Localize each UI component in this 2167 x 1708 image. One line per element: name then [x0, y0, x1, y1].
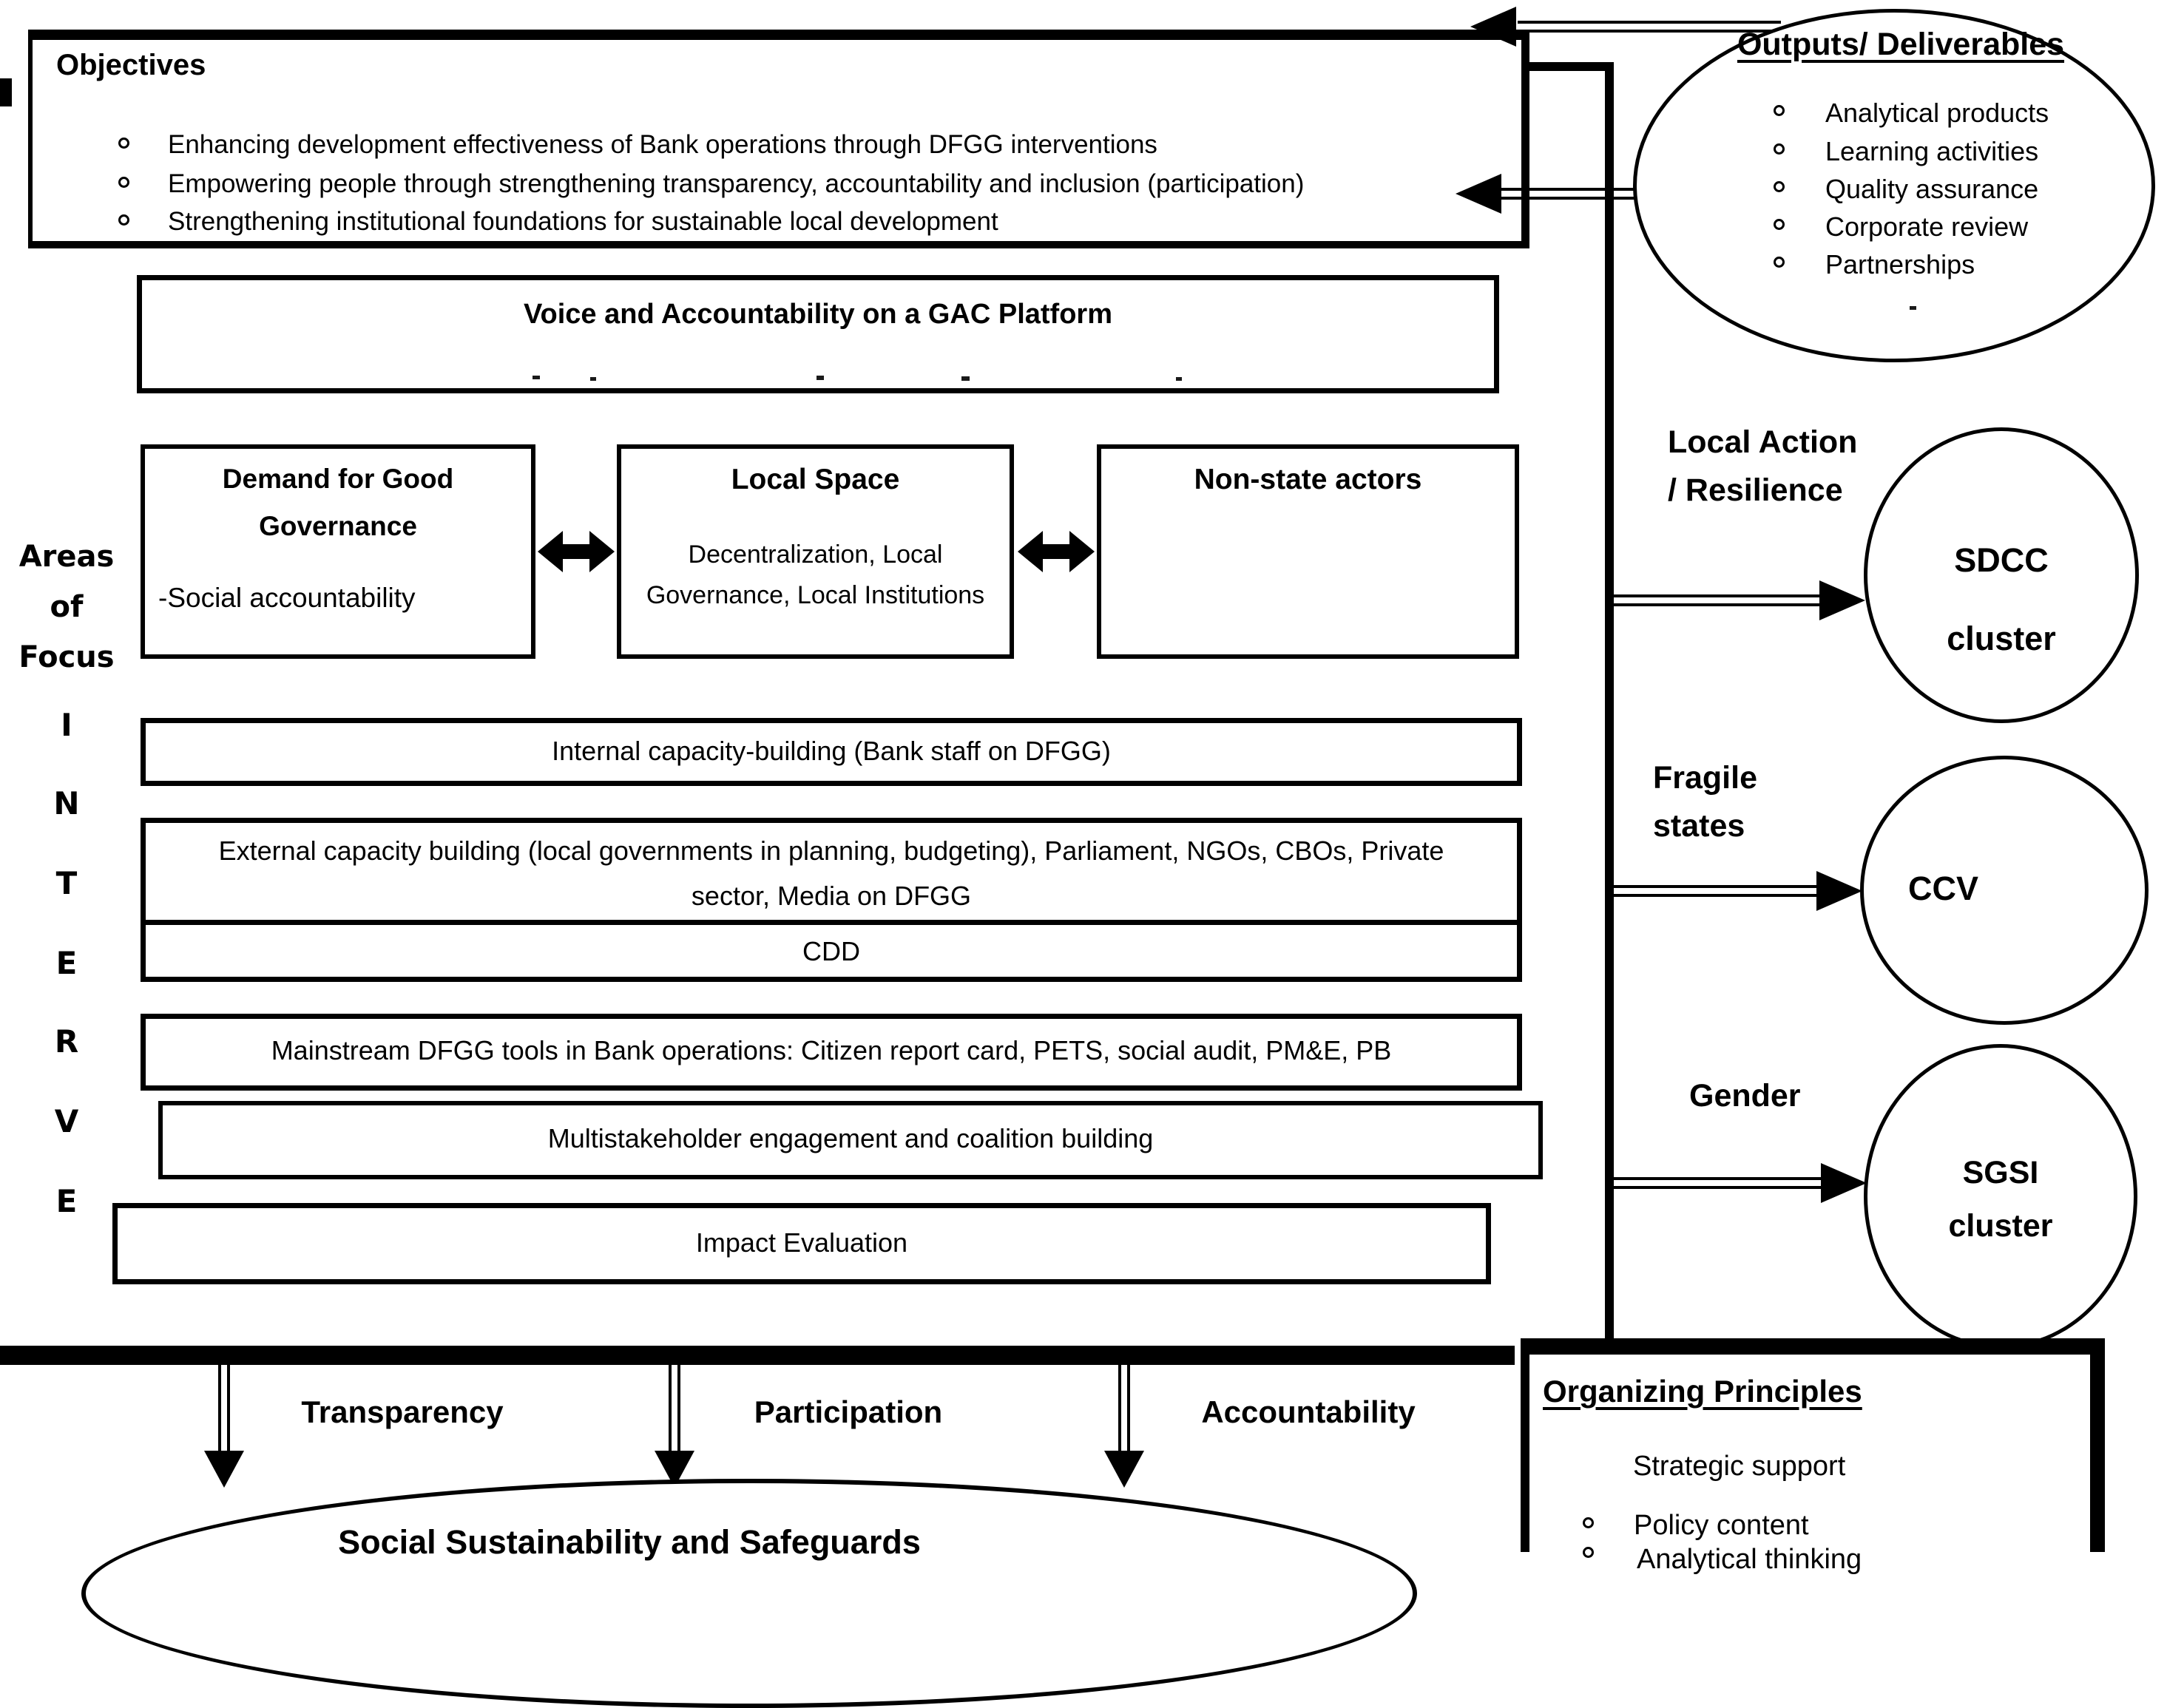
- bullet-circle-icon: [1774, 219, 1785, 230]
- arrow-shaft-sdcc: [1614, 594, 1821, 606]
- cdd-text: CDD: [802, 936, 860, 966]
- clipped-text-remnant: [961, 376, 970, 381]
- arrow-shaft-into-objectives: [1501, 188, 1636, 200]
- objective-item: Empowering people through strengthening transparency, accountability and inclusion (participation): [118, 169, 1304, 199]
- organizing-item: Policy content: [1583, 1510, 1809, 1542]
- arrow-right-icon: [1816, 871, 1862, 911]
- bottom-divider-bar: [0, 1346, 1515, 1365]
- vertical-word-letter: I: [61, 707, 72, 743]
- demand-body: -Social accountability: [158, 583, 416, 613]
- external-capacity-text: External capacity building (local governments in planning, budgeting), Parliament, NGOs, CBOs, Private sector, Media on DFGG: [218, 836, 1444, 911]
- clipped-text-remnant: [590, 377, 596, 381]
- bullet-circle-icon: [1583, 1517, 1594, 1528]
- edge-line-stub: [0, 78, 12, 106]
- internal-capacity-text: Internal capacity-building (Bank staff on DFGG): [552, 736, 1111, 766]
- gender-label: Gender: [1689, 1078, 1801, 1114]
- participation-label: Participation: [754, 1394, 943, 1429]
- multistakeholder-text: Multistakeholder engagement and coalition building: [547, 1123, 1154, 1153]
- clipped-text-remnant: [533, 376, 540, 379]
- non-state-title: Non-state actors: [1194, 464, 1422, 495]
- sgsi-ellipse: [1864, 1044, 2137, 1349]
- organizing-principles-title: Organizing Principles: [1543, 1374, 1862, 1409]
- double-arrow-icon: [538, 531, 615, 572]
- vertical-word-letter: E: [55, 945, 78, 981]
- impact-evaluation-text: Impact Evaluation: [695, 1227, 908, 1258]
- social-sustainability-ellipse: [81, 1479, 1417, 1708]
- outputs-item: Learning activities: [1774, 136, 2038, 167]
- strategic-support-label: Strategic support: [1633, 1451, 1846, 1482]
- outputs-item: Corporate review: [1774, 211, 2028, 243]
- arrow-right-icon: [1819, 580, 1865, 620]
- ccv-label: CCV: [1908, 870, 1979, 907]
- local-space-title: Local Space: [731, 464, 900, 495]
- arrow-shaft-accountability: [1118, 1365, 1130, 1454]
- bullet-circle-icon: [118, 214, 129, 226]
- local-space-body: Decentralization, Local Governance, Local Institutions: [646, 540, 985, 609]
- bullet-circle-icon: [118, 177, 129, 188]
- sdcc-label: SDCC: [1954, 541, 2049, 579]
- arrow-shaft-sgsi: [1614, 1177, 1822, 1189]
- outputs-item: Quality assurance: [1774, 174, 2038, 205]
- sgsi-label: SGSI: [1962, 1155, 2039, 1190]
- transparency-label: Transparency: [301, 1394, 504, 1429]
- ccv-ellipse: [1860, 756, 2149, 1025]
- accountability-label: Accountability: [1201, 1394, 1416, 1429]
- objectives-title: Objectives: [56, 49, 206, 81]
- clipped-list-item: Analytical thinking: [1583, 1544, 1997, 1552]
- bullet-circle-icon: [1774, 143, 1785, 155]
- demand-title: Demand for Good Governance: [222, 464, 454, 541]
- clipped-text-remnant: [1176, 377, 1182, 381]
- connector-horizontal: [1522, 62, 1614, 71]
- vertical-word-letter: V: [54, 1103, 79, 1139]
- bullet-circle-icon: [1774, 181, 1785, 192]
- arrow-down-icon: [1104, 1451, 1144, 1488]
- bullet-circle-icon: [118, 138, 129, 149]
- outputs-title: Outputs/ Deliverables: [1737, 27, 2065, 62]
- main-vertical-divider: [1605, 62, 1614, 1343]
- bullet-circle-icon: [1774, 105, 1785, 116]
- double-arrow-icon: [1018, 531, 1095, 572]
- row-divider: [143, 920, 1519, 925]
- arrow-left-icon: [1470, 7, 1516, 47]
- vertical-word-letter: T: [55, 865, 78, 901]
- sgsi-cluster-label: cluster: [1948, 1208, 2053, 1244]
- social-sustainability-title: Social Sustainability and Safeguards: [338, 1523, 921, 1561]
- arrow-shaft-participation: [669, 1365, 680, 1454]
- local-action-label: Local Action / Resilience: [1668, 424, 1858, 508]
- sdcc-cluster-label: cluster: [1947, 620, 2056, 657]
- bullet-circle-icon: [1774, 257, 1785, 268]
- vertical-word-letter: E: [55, 1183, 78, 1219]
- arrow-right-icon: [1821, 1163, 1867, 1203]
- arrow-shaft-transparency: [218, 1365, 230, 1454]
- areas-of-focus-label: Areas of Focus: [18, 540, 115, 674]
- outputs-item: Partnerships: [1774, 249, 1975, 280]
- clipped-text-remnant: [1910, 306, 1916, 310]
- outputs-item: Analytical products: [1774, 98, 2049, 129]
- arrow-down-icon: [204, 1451, 244, 1488]
- arrow-left-icon: [1456, 174, 1501, 214]
- arrow-shaft-ccv: [1614, 885, 1818, 897]
- vertical-word-letter: N: [53, 785, 80, 821]
- objective-item: Strengthening institutional foundations for sustainable local development: [118, 207, 998, 237]
- mainstream-tools-text: Mainstream DFGG tools in Bank operations: Citizen report card, PETS, social audit, PM&E, PB: [271, 1035, 1392, 1065]
- vertical-word-letter: R: [54, 1023, 79, 1060]
- fragile-states-label: Fragile states: [1653, 760, 1757, 844]
- clipped-text-remnant: [817, 376, 824, 380]
- objective-item: Enhancing development effectiveness of Bank operations through DFGG interventions: [118, 130, 1157, 160]
- bullet-circle-icon: [1583, 1547, 1594, 1558]
- voice-accountability-title: Voice and Accountability on a GAC Platform: [524, 299, 1112, 330]
